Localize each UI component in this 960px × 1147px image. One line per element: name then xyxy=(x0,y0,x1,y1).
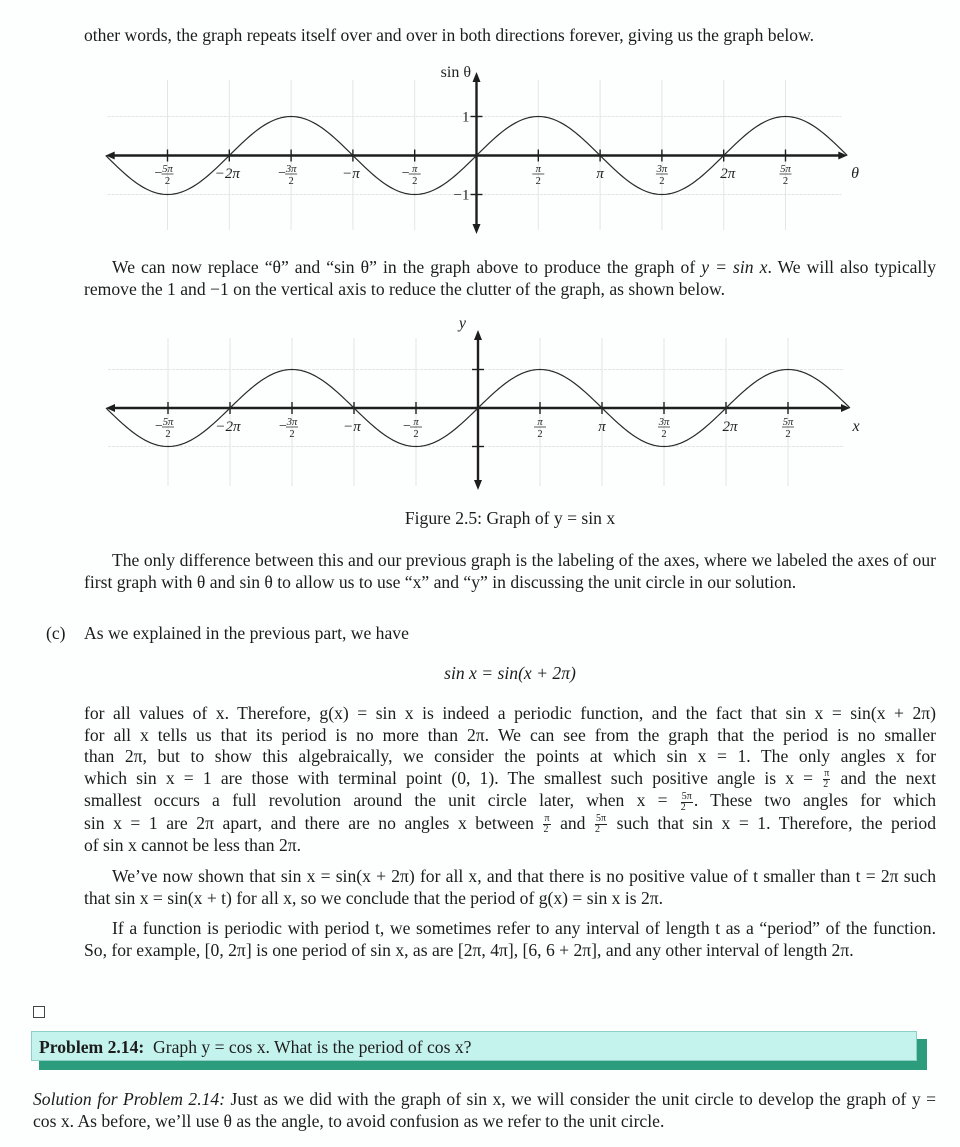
part-c-label: (c) xyxy=(46,623,66,643)
x-tick-label-numerator: 5π xyxy=(162,164,173,175)
x-tick-label-denominator: 2 xyxy=(164,176,171,187)
line-text: smallest occurs a full revolution around the unit circle later, when x = xyxy=(84,790,680,811)
x-axis-label: x xyxy=(852,418,860,435)
x-tick-label-numerator: π xyxy=(412,164,418,175)
x-tick-label-denominator: 2 xyxy=(537,429,543,440)
x-tick-label-denominator: 2 xyxy=(659,176,665,187)
replace-text-after: . We will also typically remove the 1 and −1 on the vertical axis to reduce the clutter of the graph, as shown below. xyxy=(84,257,937,299)
x-tick-label-denominator: 2 xyxy=(165,429,171,440)
x-tick-label: π xyxy=(598,419,606,435)
x-axis-label: θ xyxy=(851,165,859,182)
part-c-line xyxy=(84,768,936,790)
line-text: and xyxy=(551,812,595,833)
problem-box xyxy=(31,1031,917,1061)
x-tick-label: −π xyxy=(342,166,360,182)
line-text: which sin x = 1 are those with terminal point (0, 1). The smallest such positive angle is x = xyxy=(84,767,823,788)
fraction-pi-over-2: $\frac{\pi}{2}$ xyxy=(543,813,550,836)
x-tick-label-numerator: 5π xyxy=(162,417,174,428)
x-tick-label-sign: − xyxy=(155,419,163,434)
x-tick-label-sign: − xyxy=(278,166,287,181)
x-tick-label: −2π xyxy=(215,419,241,435)
solution-label: Solution for Problem 2.14: xyxy=(33,1089,226,1109)
fraction-pi-over-2: $\frac{\pi}{2}$ xyxy=(823,768,830,791)
part-c-line xyxy=(84,813,936,835)
part-c-line: of sin x cannot be less than 2π. xyxy=(84,835,302,856)
x-tick-label-sign: − xyxy=(401,166,410,181)
line-text: . These two angles for which xyxy=(693,790,936,811)
difference-paragraph: The only difference between this and our previous graph is the labeling of the axes, where we labeled the axes of our first graph with θ and sin θ to allow us to use “x” and “y” in discussing the unit circle in our solution. xyxy=(84,550,936,592)
x-axis-right-arrow xyxy=(841,404,850,412)
solution-paragraph xyxy=(33,1089,936,1132)
x-tick-label-numerator: π xyxy=(413,417,419,428)
x-tick-label: π xyxy=(596,166,604,182)
x-tick-label-numerator: 3π xyxy=(285,164,297,175)
x-tick-label-numerator: π xyxy=(535,164,541,175)
line-text: and the next xyxy=(831,767,936,788)
x-tick-label-denominator: 2 xyxy=(661,429,667,440)
x-axis-left-arrow xyxy=(106,404,115,412)
part-c-line xyxy=(84,790,936,812)
x-tick-label-sign: − xyxy=(403,419,411,434)
x-tick-label-denominator: 2 xyxy=(785,429,791,440)
y-axis-label: y xyxy=(458,315,466,332)
x-tick-label-denominator: 2 xyxy=(288,176,294,187)
x-tick-label-denominator: 2 xyxy=(413,429,419,440)
x-tick-label-sign: − xyxy=(279,419,287,434)
part-c-line: for all x tells us that its period is no more than 2π. We can see from the graph that the period is no smaller xyxy=(84,724,936,745)
figure-caption: Figure 2.5: Graph of y = sin x xyxy=(404,508,616,528)
replace-text-before: We can now replace “θ” and “sin θ” in the graph above to produce the graph of xyxy=(112,257,702,277)
end-of-solution-box-icon xyxy=(33,1006,45,1018)
x-tick-label-denominator: 2 xyxy=(412,176,418,187)
y-axis-top-arrow xyxy=(474,330,482,340)
intro-text: other words, the graph repeats itself over and over in both directions forever, giving us the graph below. xyxy=(84,25,815,45)
solution-text: Just as we did with the graph of sin x, we will consider the unit circle to develop the graph of y = cos x. As before, we’ll use θ as the angle, to avoid confusion as we refer to the unit circle. xyxy=(33,1089,936,1131)
x-tick-label: −2π xyxy=(214,166,240,182)
problem-text: Graph y = cos x. What is the period of cos x? xyxy=(153,1037,472,1057)
part-c-body xyxy=(84,703,936,857)
x-tick-label: 2π xyxy=(720,166,736,182)
x-tick-label-denominator: 2 xyxy=(289,429,295,440)
x-tick-label: −π xyxy=(343,419,361,435)
sine-x-graph xyxy=(0,0,960,520)
interval-paragraph: If a function is periodic with period t, we sometimes refer to any interval of length t as a “period” of the function. So, for example, [0, 2π] is one period of sin x, as are [2π, 4π], [6, 6 + 2π], and any other interval of length 2π. xyxy=(84,918,936,960)
display-equation: sin x = sin(x + 2π) xyxy=(444,663,576,683)
x-tick-label: 2π xyxy=(722,419,738,435)
y-axis-bottom-arrow xyxy=(474,480,482,490)
x-tick-label-sign: − xyxy=(154,166,163,181)
x-tick-label-numerator: 5π xyxy=(782,417,794,428)
x-tick-label-denominator: 2 xyxy=(782,176,789,187)
part-c-line: for all values of x. Therefore, g(x) = sin x is indeed a periodic function, and the fact that sin x = sin(x + 2π) xyxy=(84,703,936,723)
fraction-5pi-over-2: $\frac{5\pi}{2}$ xyxy=(595,813,607,836)
line-text: such that sin x = 1. Therefore, the period xyxy=(608,812,937,833)
line-text: sin x = 1 are 2π apart, and there are no angles x between xyxy=(84,812,543,833)
problem-label: Problem 2.14: xyxy=(39,1037,145,1057)
y-tick-label: 1 xyxy=(462,109,470,126)
x-tick-label-numerator: 3π xyxy=(656,164,668,175)
x-tick-label-denominator: 2 xyxy=(535,176,541,187)
part-c-intro: As we explained in the previous part, we have xyxy=(84,623,409,643)
y-axis-label: sin θ xyxy=(440,64,471,81)
x-tick-label-numerator: 5π xyxy=(780,164,791,175)
shown-paragraph: We’ve now shown that sin x = sin(x + 2π) for all x, and that there is no positive value of t smaller than t = 2π such that sin x = sin(x + t) for all x, so we conclude that the period of g(x) = sin x is 2π. xyxy=(84,866,936,908)
y-tick-label: −1 xyxy=(453,187,470,204)
part-c-line: than 2π, but to show this algebraically, we consider the points at which sin x = 1. The only angles x for xyxy=(84,746,936,767)
replace-equation: y = sin x xyxy=(701,257,768,277)
fraction-5pi-over-2: $\frac{5\pi}{2}$ xyxy=(680,790,692,813)
x-tick-label-numerator: 3π xyxy=(286,417,298,428)
x-tick-label-numerator: 3π xyxy=(658,417,670,428)
x-tick-label-numerator: π xyxy=(537,417,543,428)
